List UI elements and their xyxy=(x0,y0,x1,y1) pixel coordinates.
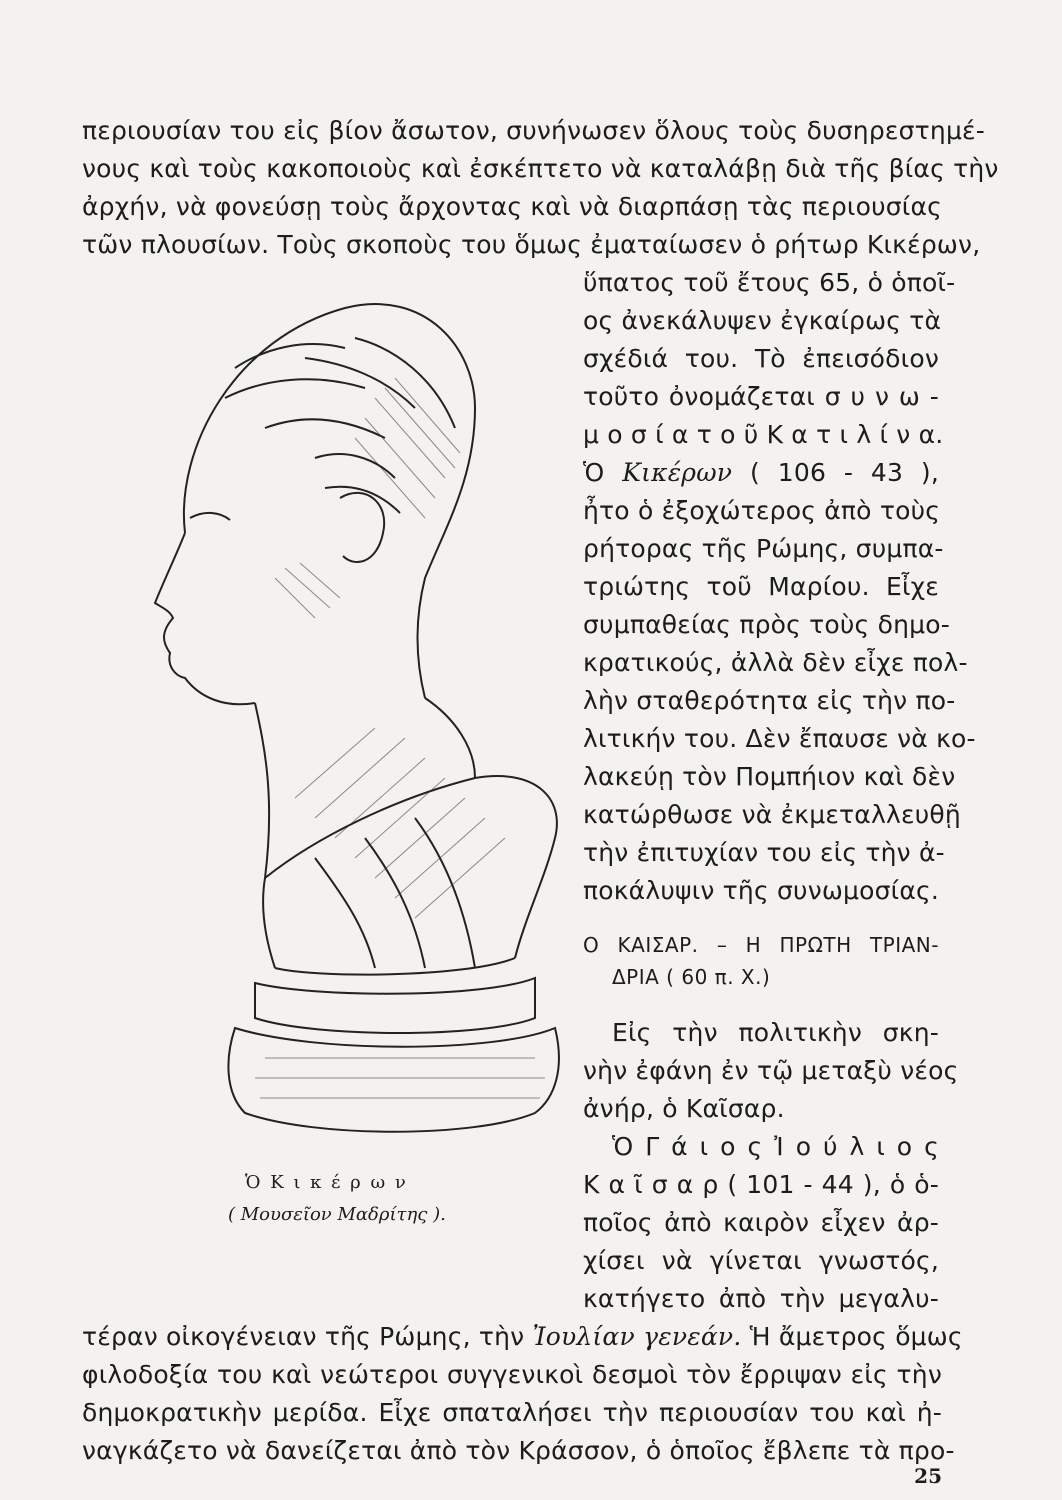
text-line: χίσει νὰ γίνεται γνωστός, xyxy=(583,1246,939,1275)
text-line: νους καὶ τοὺς κακοποιοὺς καὶ ἐσκέπτετο νὰ καταλάβῃ διὰ τῆς βίας τὴν xyxy=(82,154,999,183)
text-line: ἀρχήν, νὰ φονεύσῃ τοὺς ἄρχοντας καὶ νὰ διαρπάσῃ τὰς περιουσίας xyxy=(82,192,942,221)
text-fragment: τέραν οἰκογένειαν τῆς Ρώμης, τὴν xyxy=(82,1322,525,1351)
text-line xyxy=(82,1322,963,1352)
text-line: ναγκάζετο νὰ δανείζεται ἀπὸ τὸν Κράσσον, ὁ ὁποῖος ἔβλεπε τὰ προ- xyxy=(82,1436,955,1465)
text-line: τὴν ἐπιτυχίαν του εἰς τὴν ἀ- xyxy=(583,838,945,867)
page-number: 25 xyxy=(914,1464,942,1488)
text-line: ἀνήρ, ὁ Καῖσαρ. xyxy=(583,1094,785,1123)
text-line: ποῖος ἀπὸ καιρὸν εἶχεν ἀρ- xyxy=(583,1208,939,1237)
text-line: Ὁ Γ ά ι ο ς Ἰ ο ύ λ ι ο ς xyxy=(612,1132,939,1161)
text-line: λὴν σταθερότητα εἰς τὴν πο- xyxy=(583,686,956,715)
figure-caption: Ὁ Κ ι κ έ ρ ω ν xyxy=(245,1172,408,1193)
text-line: ρήτορας τῆς Ρώμης, συμπα- xyxy=(583,534,944,563)
text-line: περιουσίαν του εἰς βίον ἄσωτον, συνήνωσεν ὅλους τοὺς δυσηρεστημέ- xyxy=(82,116,985,145)
section-heading-cont: ΔΡΙΑ ( 60 π. Χ.) xyxy=(612,965,771,989)
text-line: φιλοδοξία του καὶ νεώτεροι συγγενικοὶ δεσμοὶ τὸν ἔρριψαν εἰς τὴν xyxy=(82,1360,942,1389)
person-name: Κικέρων xyxy=(622,458,733,487)
text-line: κρατικούς, ἀλλὰ δὲν εἶχε πολ- xyxy=(583,648,968,677)
text-line: λακεύῃ τὸν Πομπήιον καὶ δὲν xyxy=(583,762,956,791)
italic-phrase: Ἰουλίαν γενεάν. xyxy=(532,1322,742,1351)
text-line: μ ο σ ί α τ ο ῦ Κ α τ ι λ ί ν α. xyxy=(583,420,944,449)
text-fragment: ( 106 - 43 ), xyxy=(750,458,940,487)
figure-source: ( Μουσεῖον Μαδρίτης ). xyxy=(228,1204,446,1225)
text-line: νὴν ἐφάνη ἐν τῷ μεταξὺ νέος xyxy=(583,1056,959,1085)
text-line: Εἰς τὴν πολιτικὴν σκη- xyxy=(612,1018,939,1047)
cicero-line xyxy=(583,458,939,488)
text-fragment: Ἡ ἄμετρος ὅμως xyxy=(749,1322,963,1351)
text-line: συμπαθείας πρὸς τοὺς δημο- xyxy=(583,610,950,639)
text-line: Κ α ῖ σ α ρ ( 101 - 44 ), ὁ ὁ- xyxy=(583,1170,939,1199)
text-line: ποκάλυψιν τῆς συνωμοσίας. xyxy=(583,876,940,905)
text-line: κατήγετο ἀπὸ τὴν μεγαλυ- xyxy=(583,1284,939,1313)
text-line: τῶν πλουσίων. Τοὺς σκοποὺς του ὅμως ἐματαίωσεν ὁ ρήτωρ Κικέρων, xyxy=(82,230,981,259)
text-line: τοῦτο ὀνομάζεται σ υ ν ω - xyxy=(583,382,939,411)
text-line: κατώρθωσε νὰ ἐκμεταλλευθῇ xyxy=(583,800,961,829)
text-line: ἦτο ὁ ἐξοχώτερος ἀπὸ τοὺς xyxy=(583,496,941,525)
cicero-bust-illustration xyxy=(115,278,590,1158)
text-line: δημοκρατικὴν μερίδα. Εἶχε σπαταλήσει τὴν περιουσίαν του καὶ ἠ- xyxy=(82,1398,942,1427)
text-fragment: Ὁ xyxy=(583,458,605,487)
text-line: λιτικήν του. Δὲν ἔπαυσε νὰ κο- xyxy=(583,724,976,753)
text-line: τριώτης τοῦ Μαρίου. Εἶχε xyxy=(583,572,939,601)
section-heading: Ο ΚΑΙΣΑΡ. – Η ΠΡΩΤΗ ΤΡΙΑΝ- xyxy=(583,933,939,957)
text-line: ος ἀνεκάλυψεν ἐγκαίρως τὰ xyxy=(583,306,942,335)
text-line: σχέδιά του. Τὸ ἐπεισόδιον xyxy=(583,344,939,373)
text-line: ὕπατος τοῦ ἔτους 65, ὁ ὁποῖ- xyxy=(583,268,956,297)
